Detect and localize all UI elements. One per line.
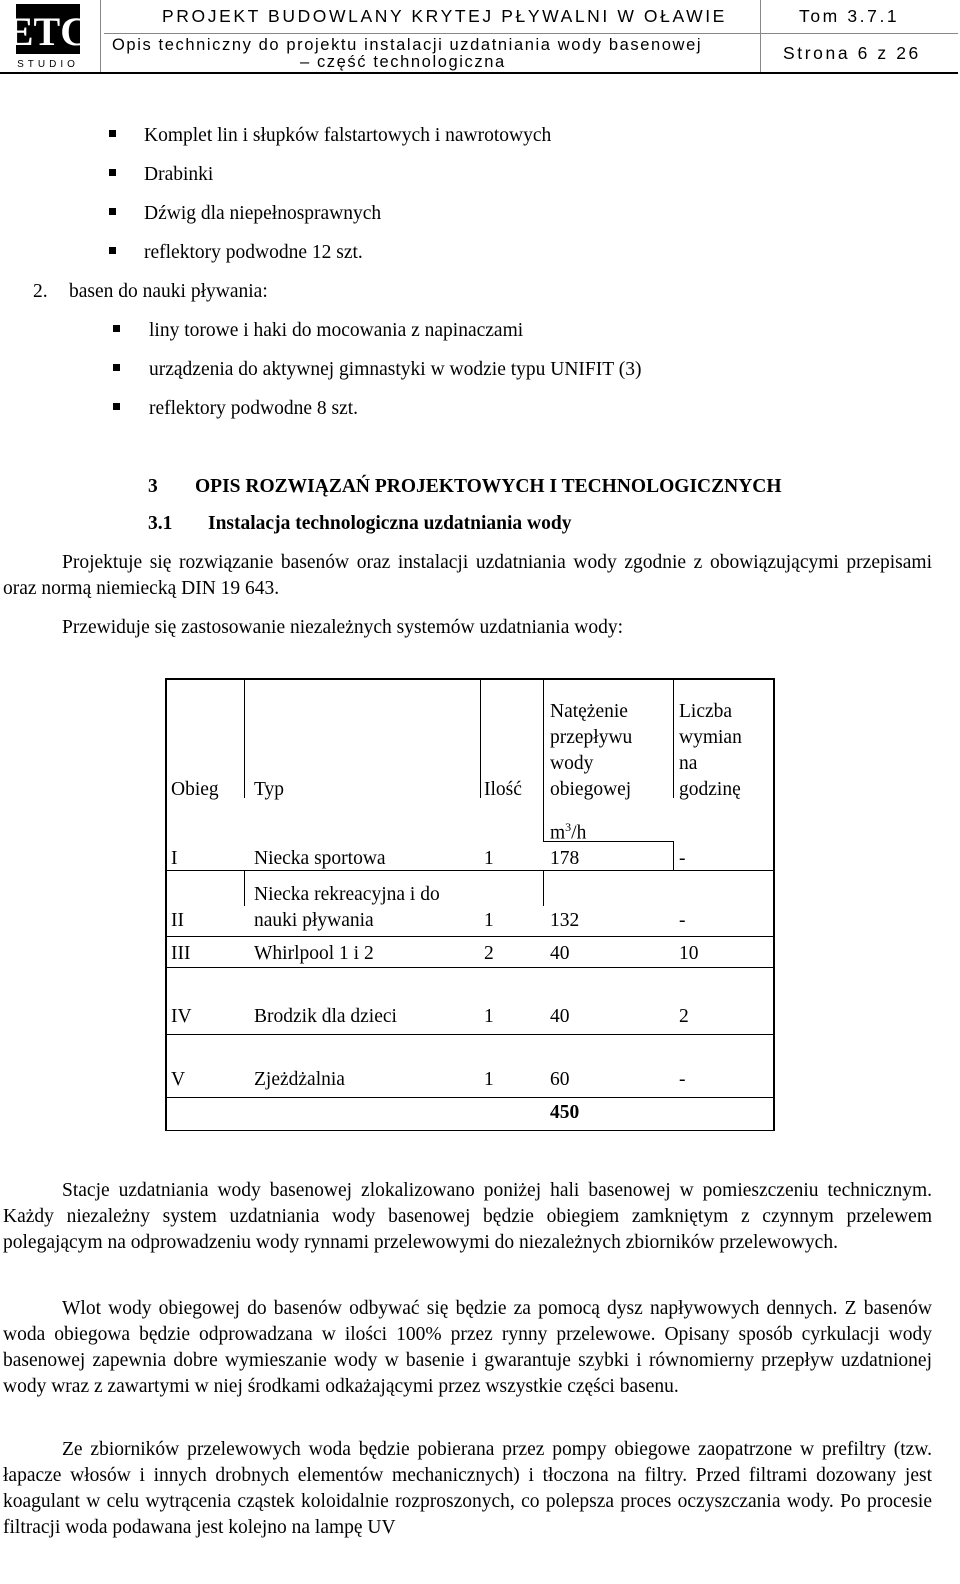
header-exchanges: godzinę — [679, 779, 741, 800]
bullet-square-icon — [109, 169, 116, 176]
table-divider — [480, 678, 481, 798]
table-divider — [165, 870, 773, 871]
header-obieg: Obieg — [171, 779, 219, 800]
document-description-part: – część technologiczna — [300, 53, 506, 71]
cell-typ: Niecka sportowa — [254, 848, 386, 869]
unit-m: m — [550, 822, 566, 844]
header-flow: Natężenie — [550, 701, 628, 722]
list-item: urządzenia do aktywnej gimnastyki w wodzie typu UNIFIT (3) — [149, 359, 642, 380]
cell-flow: 40 — [550, 943, 570, 964]
subsection-heading: Instalacja technologiczna uzdatniania wody — [208, 513, 572, 534]
cell-ilosc: 1 — [484, 848, 494, 869]
bullet-square-icon — [109, 247, 116, 254]
cell-obieg: IV — [171, 1006, 192, 1027]
bullet-square-icon — [113, 364, 120, 371]
cell-flow: 40 — [550, 1006, 570, 1027]
paragraph-text: Projektuje się rozwiązanie basenów oraz instalacji uzdatniania wody zgodnie z obowiązującymi przepisami oraz normą niemiecką DIN 19 643. — [3, 552, 932, 599]
table-divider — [244, 870, 245, 906]
table-divider — [165, 967, 773, 968]
list-item: Drabinki — [144, 164, 214, 185]
header-right — [760, 0, 959, 72]
paragraph — [3, 1296, 932, 1400]
table-total: 450 — [550, 1102, 580, 1123]
paragraph — [3, 1178, 932, 1256]
paragraph — [3, 550, 932, 602]
page-header — [0, 0, 958, 74]
cell-ilosc: 1 — [484, 1069, 494, 1090]
cell-obieg: V — [171, 1069, 186, 1090]
header-flow: przepływu — [550, 727, 633, 748]
logo-graphic — [0, 0, 100, 72]
table-divider — [543, 678, 544, 842]
cell-typ: Niecka rekreacyjna i do — [254, 884, 440, 905]
table-divider — [165, 1097, 773, 1098]
cell-exchanges: 10 — [679, 943, 699, 964]
bullet-square-icon — [109, 130, 116, 137]
header-exchanges: wymian — [679, 727, 742, 748]
cell-flow: 132 — [550, 910, 580, 931]
project-title: PROJEKT BUDOWLANY KRYTEJ PŁYWALNI W OŁAWIE — [162, 6, 727, 26]
header-flow: wody — [550, 753, 594, 774]
subsection-number: 3.1 — [148, 513, 173, 534]
paragraph: Przewiduje się zastosowanie niezależnych systemów uzdatniania wody: — [62, 617, 623, 638]
logo-subtext: STUDIO — [17, 59, 79, 70]
volume-number: Tom 3.7.1 — [799, 6, 900, 26]
page-number: Strona 6 z 26 — [783, 43, 921, 63]
header-center — [104, 0, 760, 72]
list-item: reflektory podwodne 12 szt. — [144, 242, 363, 263]
cell-exchanges: - — [679, 910, 686, 931]
logo-text: ETC — [6, 9, 90, 54]
paragraph-text: Stacje uzdatniania wody basenowej zlokalizowano poniżej hali basenowej w pomieszczeniu technicznym. Każdy niezależny system uzdatniania wody basenowej będzie obiegiem zamkniętym z czynnym przelewem polegającym na odprowadzeniu wody rynnami przelewowymi do niezależnych zbiorników przelewowych. — [3, 1180, 932, 1253]
cell-flow: 178 — [550, 848, 580, 869]
list-item-number: 2. — [33, 281, 48, 302]
cell-exchanges: 2 — [679, 1006, 689, 1027]
list-item: liny torowe i haki do mocowania z napinaczami — [149, 320, 524, 341]
document-description: Opis techniczny do projektu instalacji uzdatniania wody basenowej — [112, 36, 703, 54]
cell-typ: Zjeżdżalnia — [254, 1069, 345, 1090]
cell-obieg: I — [171, 848, 178, 869]
list-item: reflektory podwodne 8 szt. — [149, 398, 359, 419]
table-divider — [244, 678, 245, 798]
cell-ilosc: 2 — [484, 943, 494, 964]
water-systems-table — [165, 678, 773, 1132]
header-typ: Typ — [254, 779, 285, 800]
cell-flow: 60 — [550, 1069, 570, 1090]
table-divider — [673, 678, 674, 798]
etc-studio-logo — [0, 0, 101, 72]
cell-obieg: III — [171, 943, 191, 964]
cell-exchanges: - — [679, 848, 686, 869]
header-exchanges: na — [679, 753, 698, 774]
cell-obieg: II — [171, 910, 184, 931]
section-number: 3 — [148, 476, 158, 497]
table-divider — [543, 870, 544, 906]
paragraph — [3, 1437, 932, 1541]
cell-exchanges: - — [679, 1069, 686, 1090]
header-ilosc: Ilość — [484, 779, 522, 800]
table-divider — [165, 936, 773, 937]
bullet-square-icon — [113, 325, 120, 332]
bullet-square-icon — [113, 403, 120, 410]
cell-typ: Brodzik dla dzieci — [254, 1006, 397, 1027]
unit-h: /h — [571, 822, 587, 844]
list-item: Komplet lin i słupków falstartowych i nawrotowych — [144, 125, 552, 146]
header-unit — [550, 814, 586, 847]
cell-typ: Whirlpool 1 i 2 — [254, 943, 374, 964]
header-flow: obiegowej — [550, 779, 632, 800]
unit-exponent: 3 — [565, 820, 572, 834]
cell-ilosc: 1 — [484, 1006, 494, 1027]
table-divider — [165, 1034, 773, 1035]
paragraph-text: Ze zbiorników przelewowych woda będzie pobierana przez pompy obiegowe zaopatrzone w prefiltry (tzw. łapacze włosów i innych drobnych elementów mechanicznych) i tłoczona na filtry. Przed filtrami dozowany jest koagulant w celu wytrącenia cząstek koloidalnie rozproszonych, co polepsza proces oczyszczania wody. Po procesie filtracji woda podawana jest kolejno na lampę UV — [3, 1439, 932, 1538]
list-item-heading: basen do nauki pływania: — [69, 281, 268, 302]
cell-typ: nauki pływania — [254, 910, 374, 931]
paragraph-text: Wlot wody obiegowej do basenów odbywać się będzie za pomocą dysz napływowych dennych. Z basenów woda obiegowa będzie odprowadzana w ilości 100% przez rynny przelewowe. Opisany sposób cyrkulacji wody basenowej zapewnia dobre wymieszanie wody w basenie i gwarantuje szybki i równomierny przepływ uzdatnionej wody wraz z zawartymi w niej środkami odkażającymi przez wszystkie części basenu. — [3, 1298, 932, 1397]
cell-ilosc: 1 — [484, 910, 494, 931]
list-item: Dźwig dla niepełnosprawnych — [144, 203, 382, 224]
header-exchanges: Liczba — [679, 701, 733, 722]
bullet-square-icon — [109, 208, 116, 215]
table-divider — [673, 841, 674, 870]
section-heading: OPIS ROZWIĄZAŃ PROJEKTOWYCH I TECHNOLOGICZNYCH — [195, 476, 782, 497]
